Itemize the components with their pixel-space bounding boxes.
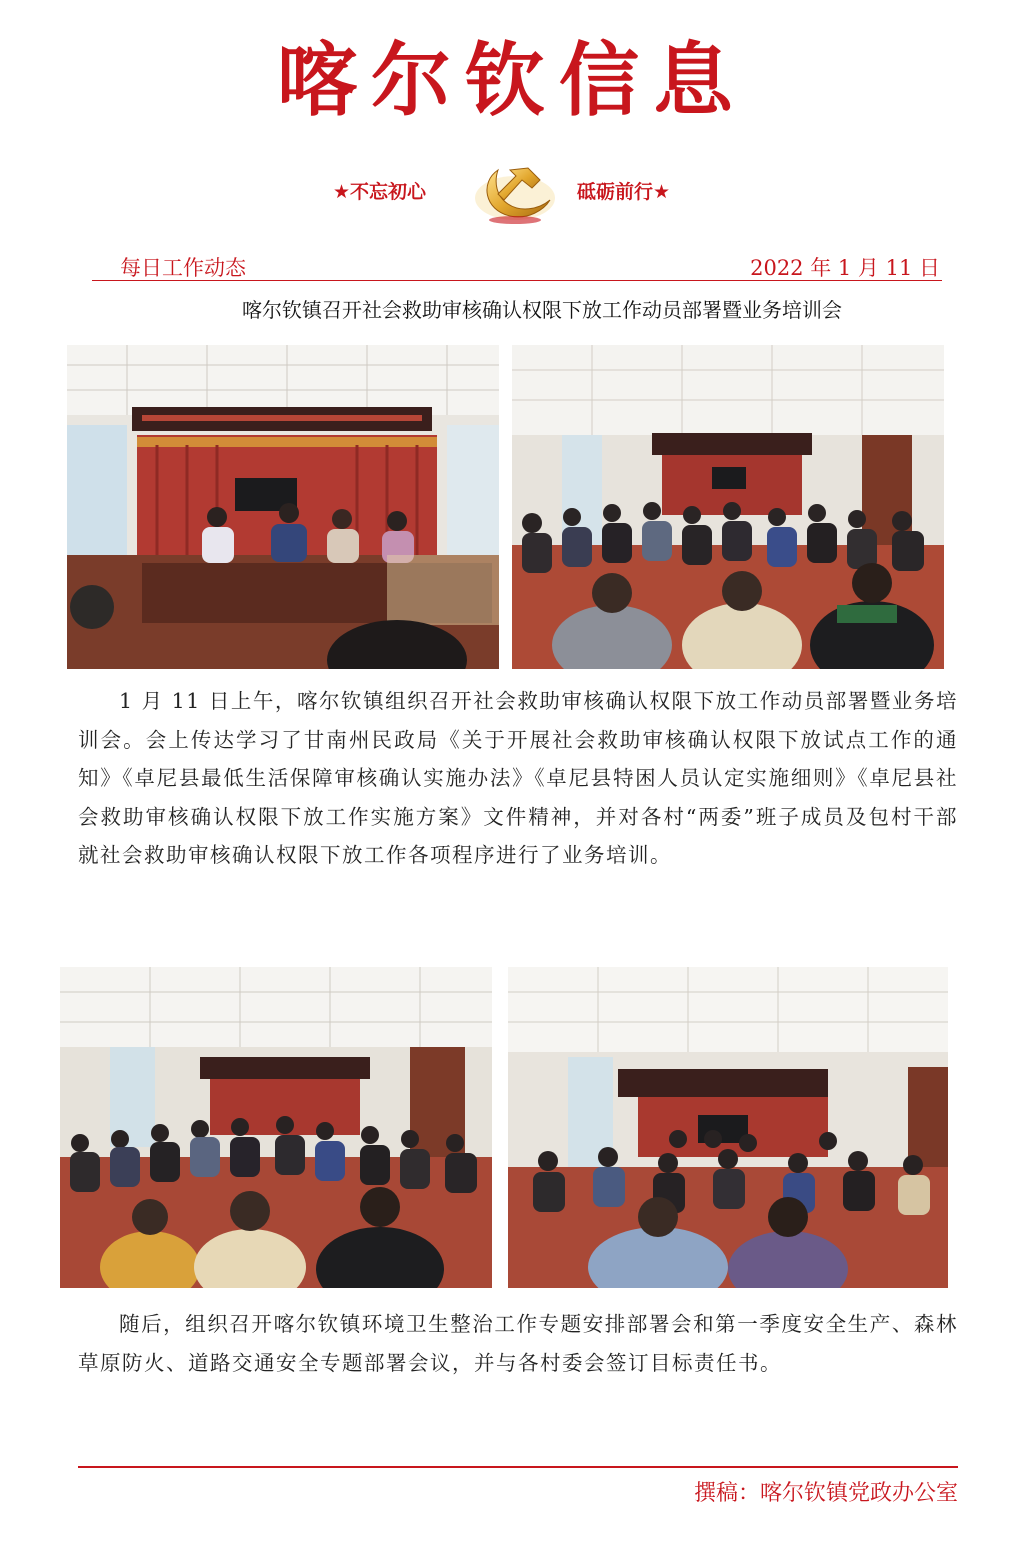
section-bar	[92, 252, 942, 281]
meeting-photo-3	[60, 967, 492, 1288]
meeting-photo-1	[67, 345, 499, 669]
article-paragraph-1: 1 月 11 日上午，喀尔钦镇组织召开社会救助审核确认权限下放工作动员部署暨业务培训会。会上传达学习了甘南州民政局《关于开展社会救助审核确认权限下放试点工作的通知》《卓尼县最低生活保障审核确认实施办法》《卓尼县特困人员认定实施细则》《卓尼县社会救助审核确认权限下放工作实施方案》文件精神，并对各村“两委”班子成员及包村干部就社会救助审核确认权限下放工作各项程序进行了业务培训。	[78, 689, 958, 867]
footer-divider	[78, 1466, 958, 1468]
footer-credit: 撰稿：喀尔钦镇党政办公室	[693, 1481, 958, 1506]
meeting-photo-4	[508, 967, 948, 1288]
slogan-left: ★不忘初心	[333, 181, 427, 203]
article-paragraph-2: 随后，组织召开喀尔钦镇环境卫生整治工作专题安排部署会和第一季度安全生产、森林草原防火、道路交通安全专题部署会议，并与各村委会签订目标责任书。	[78, 1312, 958, 1375]
slogan-right: 砥砺前行★	[577, 181, 671, 203]
meeting-photo-2	[512, 345, 944, 669]
slogan-row	[0, 160, 1024, 230]
section-date: 2022 年 1 月 11 日	[750, 256, 940, 280]
party-emblem-icon	[470, 160, 560, 226]
article-title: 喀尔钦镇召开社会救助审核确认权限下放工作动员部署暨业务培训会	[242, 298, 842, 322]
masthead-title: 喀尔钦信息	[277, 33, 747, 127]
section-label: 每日工作动态	[120, 256, 246, 280]
